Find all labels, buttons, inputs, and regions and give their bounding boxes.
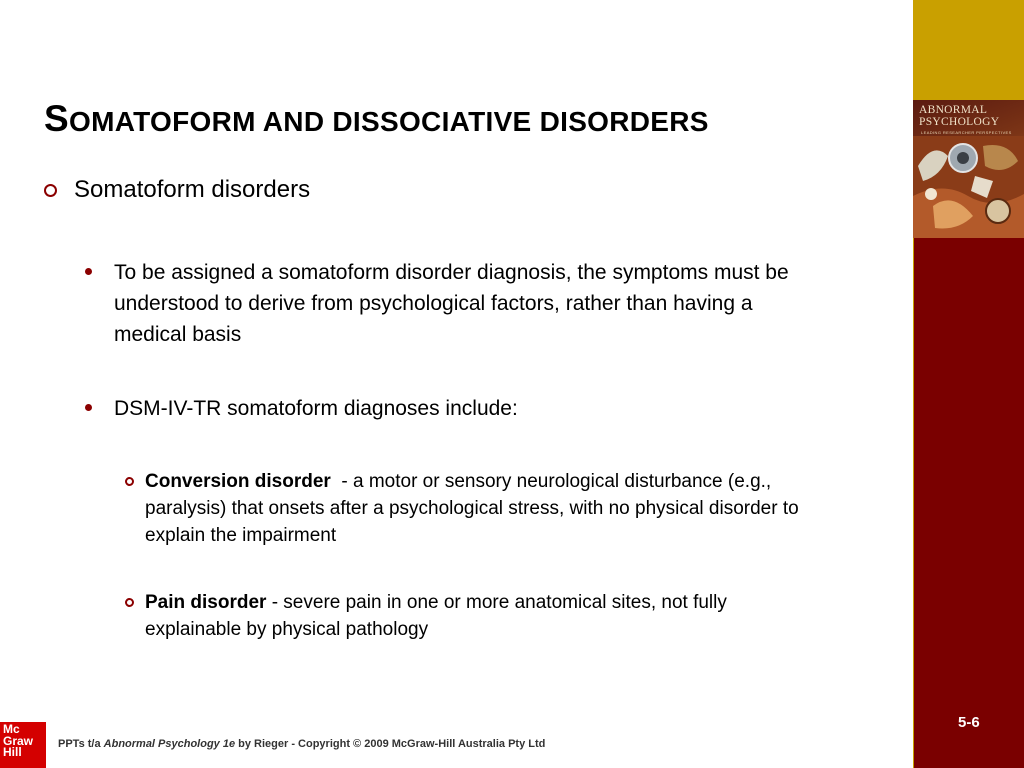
term-pain-disorder: Pain disorder — [145, 592, 267, 613]
level2-text: DSM-IV-TR somatoform diagnoses include: — [114, 397, 518, 420]
cover-subtitle: LEADING RESEARCHER PERSPECTIVES — [921, 130, 1012, 135]
sidebar-gold-band — [913, 0, 1024, 100]
footer-credit — [58, 738, 545, 750]
ring-bullet-icon — [44, 184, 57, 197]
ring-bullet-icon — [125, 477, 134, 486]
dot-bullet-icon — [85, 404, 92, 411]
cover-title-line2: PSYCHOLOGY — [919, 116, 1000, 128]
term-description: - a motor or sensory neurological disturbance (e.g., paralysis) that onsets after a psychological stress, with no physical disorder to explain the impairment — [145, 471, 804, 546]
level2-bullet — [114, 257, 814, 350]
logo-text-line1: Mc — [3, 722, 20, 736]
term-conversion-disorder: Conversion disorder — [145, 471, 331, 492]
footer-suffix: by Rieger - Copyright © 2009 McGraw-Hill Australia Pty Ltd — [235, 738, 546, 750]
ring-bullet-icon — [125, 598, 134, 607]
level1-text: Somatoform disorders — [74, 176, 311, 203]
level2-bullet — [114, 393, 814, 424]
level2-text: To be assigned a somatoform disorder diagnosis, the symptoms must be understood to derive from psychological factors, rather than having a medical basis — [114, 261, 789, 346]
term-description: - severe pain in one or more anatomical sites, not fully explainable by physical pathology — [145, 592, 733, 640]
slide-title — [44, 98, 709, 140]
logo-text-line3: Hill — [3, 745, 22, 759]
dot-bullet-icon — [85, 268, 92, 275]
level3-bullet — [145, 468, 845, 549]
level3-bullet — [145, 589, 805, 643]
slide-title-rest: OMATOFORM AND DISSOCIATIVE DISORDERS — [68, 106, 709, 137]
book-cover-image — [913, 100, 1024, 238]
cover-artwork — [913, 136, 1024, 238]
slide-title-initial: S — [44, 98, 69, 139]
cover-title-line1: ABNORMAL — [919, 104, 988, 116]
logo-text-line2: Graw — [3, 733, 34, 748]
mcgraw-hill-logo — [0, 722, 46, 768]
slide-number: 5-6 — [958, 714, 980, 731]
footer-prefix: PPTs t/a — [58, 738, 104, 750]
cover-title — [919, 104, 1019, 128]
footer-book-title: Abnormal Psychology 1e — [103, 738, 236, 750]
